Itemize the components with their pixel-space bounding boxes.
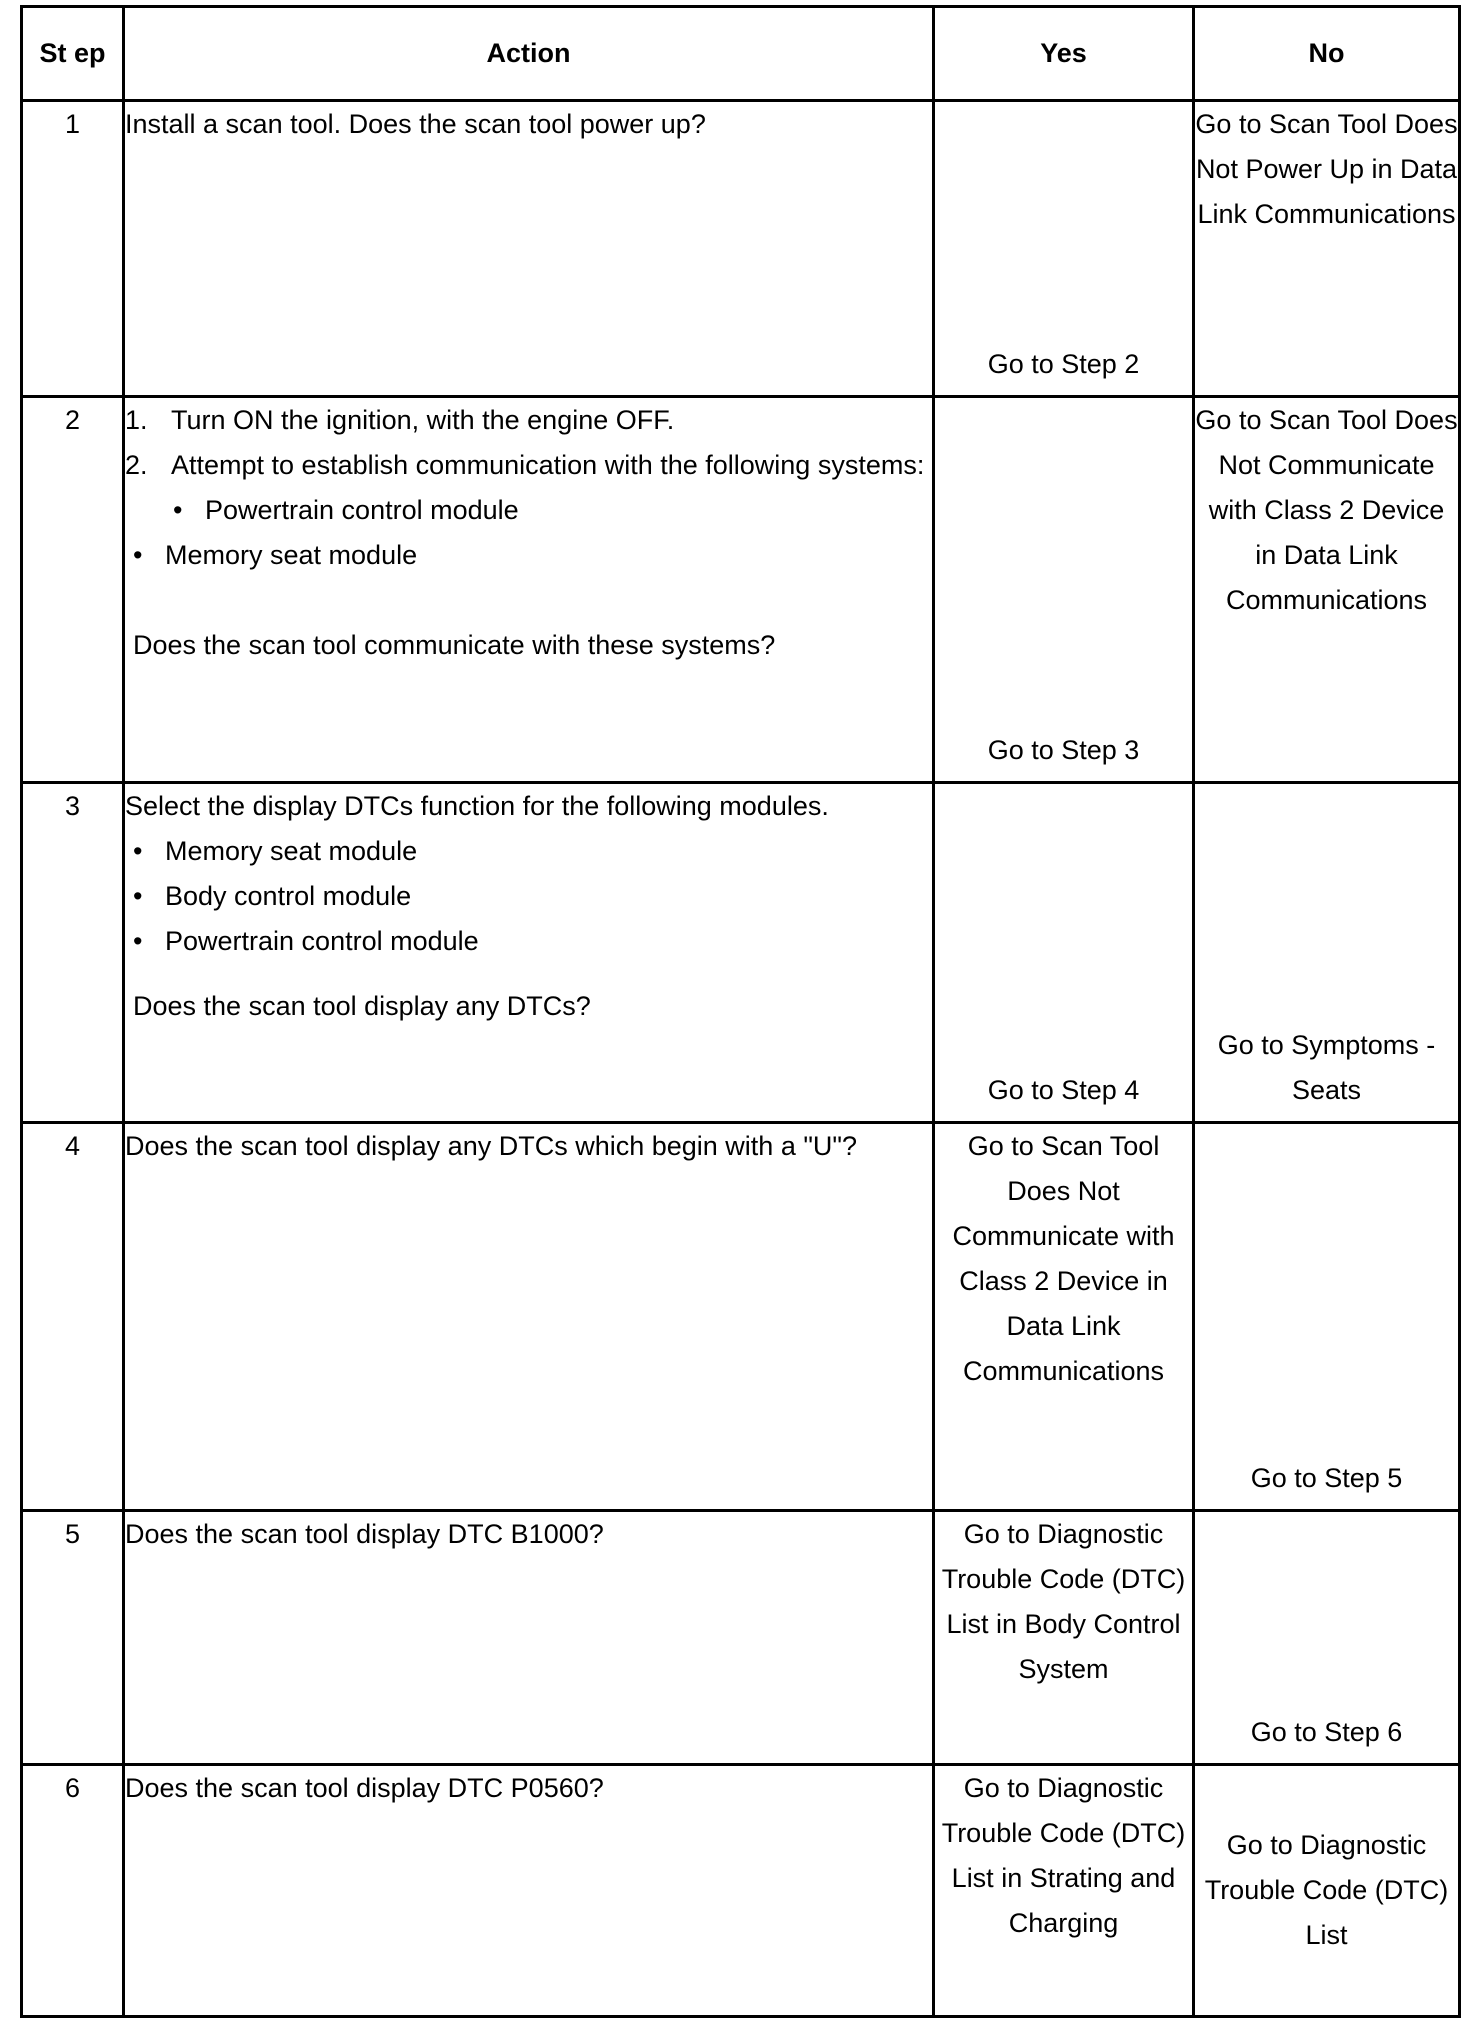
table-header-row (22, 7, 1460, 101)
table-row (22, 1765, 1460, 2017)
bullet-icon: • (133, 926, 143, 956)
action-cell (124, 397, 934, 783)
action-item (125, 443, 932, 488)
action-cell (124, 101, 934, 397)
action-cell (124, 783, 934, 1123)
bullet-text: Powertrain control module (165, 926, 479, 956)
table-row (22, 783, 1460, 1123)
no-cell: Go to Symptoms - Seats (1194, 783, 1460, 1123)
table-row (22, 397, 1460, 783)
action-cell (124, 1123, 934, 1511)
action-text: Does the scan tool display DTC P0560? (125, 1773, 604, 1803)
item-number: 2. (125, 450, 148, 480)
action-question: Does the scan tool communicate with these systems? (133, 630, 776, 660)
action-cell (124, 1765, 934, 2017)
action-text: Does the scan tool display any DTCs which begin with a "U"? (125, 1131, 858, 1161)
header-no: No (1194, 7, 1460, 101)
action-question: Does the scan tool display any DTCs? (133, 991, 591, 1021)
action-text: Does the scan tool display DTC B1000? (125, 1519, 604, 1549)
yes-cell: Go to Step 2 (934, 101, 1194, 397)
diagnostic-steps-table (20, 5, 1461, 2018)
bullet-text: Memory seat module (165, 836, 418, 866)
no-cell: Go to Scan Tool Does Not Power Up in Data Link Communications (1194, 101, 1460, 397)
no-cell: Go to Step 6 (1194, 1511, 1460, 1765)
bullet-item (125, 874, 932, 919)
bullet-item (125, 533, 932, 578)
step-number: 1 (22, 101, 124, 397)
bullet-item (125, 829, 932, 874)
bullet-item (125, 919, 932, 964)
no-cell: Go to Diagnostic Trouble Code (DTC) List (1194, 1765, 1460, 2017)
header-yes: Yes (934, 7, 1194, 101)
action-item (125, 398, 932, 443)
bullet-icon: • (173, 495, 183, 525)
bullet-icon: • (133, 836, 143, 866)
yes-cell: Go to Diagnostic Trouble Code (DTC) List in Strating and Charging (934, 1765, 1194, 2017)
step-number: 2 (22, 397, 124, 783)
no-cell: Go to Step 5 (1194, 1123, 1460, 1511)
table-row (22, 1123, 1460, 1511)
item-number: 1. (125, 405, 148, 435)
table-row (22, 1511, 1460, 1765)
bullet-text: Body control module (165, 881, 412, 911)
bullet-icon: • (133, 540, 143, 570)
yes-cell: Go to Step 3 (934, 397, 1194, 783)
bullet-item (125, 488, 932, 533)
no-cell: Go to Scan Tool Does Not Communicate with Class 2 Device in Data Link Communications (1194, 397, 1460, 783)
step-number: 4 (22, 1123, 124, 1511)
step-number: 6 (22, 1765, 124, 2017)
item-text: Attempt to establish communication with the following systems: (171, 450, 925, 480)
action-intro: Select the display DTCs function for the following modules. (125, 791, 829, 821)
action-cell (124, 1511, 934, 1765)
yes-cell: Go to Scan Tool Does Not Communicate with Class 2 Device in Data Link Communications (934, 1123, 1194, 1511)
header-action: Action (124, 7, 934, 101)
table-row (22, 101, 1460, 397)
bullet-text: Memory seat module (165, 540, 418, 570)
bullet-icon: • (133, 881, 143, 911)
action-text: Install a scan tool. Does the scan tool power up? (125, 109, 706, 139)
item-text: Turn ON the ignition, with the engine OFF. (171, 405, 675, 435)
yes-cell: Go to Diagnostic Trouble Code (DTC) List in Body Control System (934, 1511, 1194, 1765)
bullet-text: Powertrain control module (205, 495, 519, 525)
step-number: 5 (22, 1511, 124, 1765)
yes-cell: Go to Step 4 (934, 783, 1194, 1123)
step-number: 3 (22, 783, 124, 1123)
header-step: St ep (22, 7, 124, 101)
